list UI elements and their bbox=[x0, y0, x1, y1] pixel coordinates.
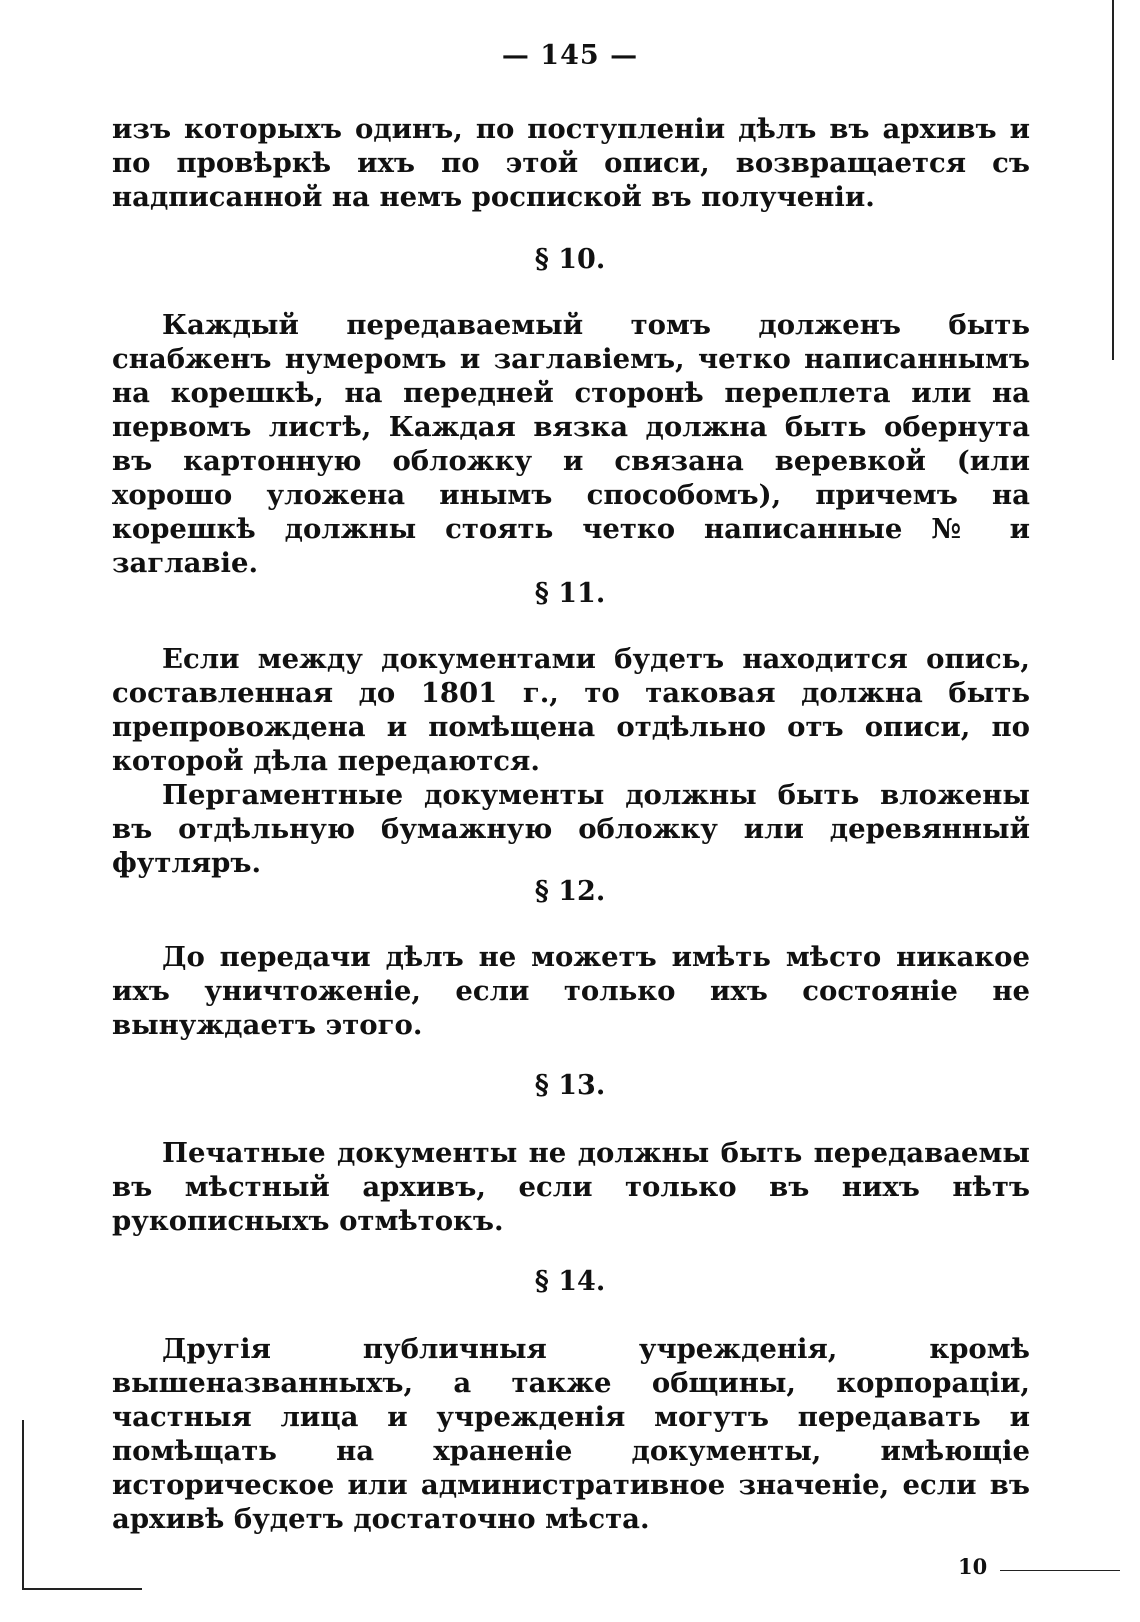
scan-edge-line bbox=[1112, 0, 1114, 360]
paragraph: Печатные документы не должны быть передаваемы въ мѣстный архивъ, если только въ нихъ нѣтъ рукописныхъ отмѣтокъ. bbox=[112, 1137, 1030, 1237]
section-heading-14: § 14. bbox=[534, 1266, 606, 1297]
scan-edge-line bbox=[22, 1588, 142, 1590]
section-11-body bbox=[112, 642, 1030, 880]
signature-mark: 10 bbox=[958, 1554, 988, 1579]
section-10-body bbox=[112, 308, 1030, 580]
paragraph: изъ которыхъ одинъ, по поступленіи дѣлъ въ архивъ и по провѣркѣ ихъ по этой описи, возвращается съ надписанной на немъ роспиской въ полученіи. bbox=[112, 113, 1030, 213]
page-number: — 145 — bbox=[501, 40, 639, 71]
paragraph: Пергаментные документы должны быть вложены въ отдѣльную бумажную обложку или деревянный футляръ. bbox=[112, 779, 1030, 879]
section-heading-10: § 10. bbox=[534, 244, 606, 275]
section-heading-12: § 12. bbox=[534, 876, 606, 907]
section-13-body bbox=[112, 1136, 1030, 1238]
scan-edge-line bbox=[22, 1420, 24, 1590]
section-12-body bbox=[112, 940, 1030, 1042]
section-14-body bbox=[112, 1332, 1030, 1536]
scan-edge-line bbox=[1000, 1570, 1120, 1571]
paragraph: Другія публичныя учрежденія, кромѣ вышеназванныхъ, а также общины, корпораціи, частныя лица и учрежденія могутъ передавать и помѣщать на храненіе документы, имѣющіе историческое или административное значеніе, если въ архивѣ будетъ достаточно мѣста. bbox=[112, 1333, 1030, 1535]
section-heading-13: § 13. bbox=[534, 1070, 606, 1101]
top-paragraph bbox=[112, 112, 1030, 214]
paragraph: Если между документами будетъ находится опись, составленная до 1801 г., то таковая должна быть препровождена и помѣщена отдѣльно отъ описи, по которой дѣла передаются. bbox=[112, 643, 1030, 777]
paragraph: Каждый передаваемый томъ долженъ быть снабженъ нумеромъ и заглавіемъ, четко написаннымъ на корешкѣ, на передней сторонѣ переплета или на первомъ листѣ, Каждая вязка должна быть обернута въ картонную обложку и связана веревкой (или хорошо уложена инымъ способомъ), причемъ на корешкѣ должны стоять четко написанные № и заглавіе. bbox=[112, 309, 1030, 579]
section-heading-11: § 11. bbox=[534, 578, 606, 609]
paragraph: До передачи дѣлъ не можетъ имѣть мѣсто никакое ихъ уничтоженіе, если только ихъ состояніе не вынуждаетъ этого. bbox=[112, 941, 1030, 1041]
